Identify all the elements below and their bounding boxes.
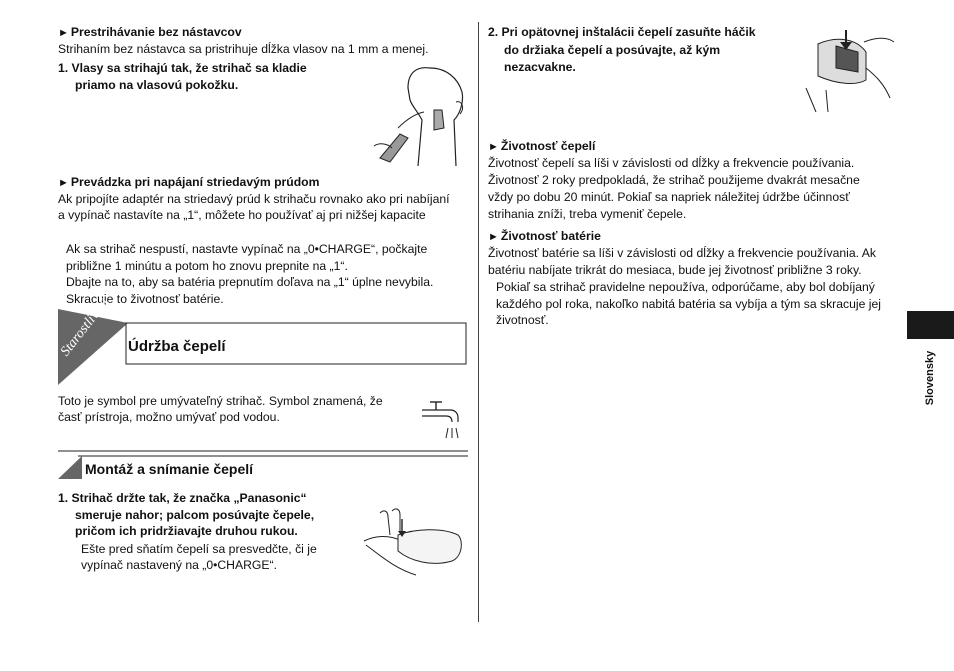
blade-removal-illustration <box>362 505 466 579</box>
care-symbol-line2: časť prístroja, možno umývať pod vodou. <box>58 410 280 424</box>
mount-note1: Ešte pred sňatím čepelí sa presvedčte, či je <box>81 542 317 556</box>
blade-install-illustration <box>796 28 896 114</box>
ac-note4: Skracuje to životnosť batérie. <box>66 292 224 306</box>
reinstall-step2-line2: do držiaka čepelí a posúvajte, až kým <box>504 43 721 57</box>
ac-note2: približne 1 minútu a potom ho znovu prepnite na „1“. <box>66 259 348 273</box>
blade-life-line1: Životnosť čepelí sa líši v závislosti od dĺžky a frekvencie používania. <box>488 156 855 170</box>
blade-life-line4: strihania zníži, treba vymeniť čepele. <box>488 207 687 221</box>
care-section-box <box>58 309 470 389</box>
battery-life-line4: každého pol roka, nakoľko nabitá batéria sa vybíja a tým sa skracuje jej <box>496 297 881 311</box>
column-divider <box>478 22 479 622</box>
battery-life-line5: životnosť. <box>496 313 549 327</box>
battery-life-heading: ► Životnosť batérie <box>488 228 601 246</box>
ac-note3: Dbajte na to, aby sa batéria prepnutím doľava na „1“ úplne nevybila. <box>66 275 434 289</box>
battery-life-line3: Pokiaľ sa strihač pravidelne nepoužíva, odporúčame, aby bol dobíjaný <box>496 280 875 294</box>
care-tag: Starostlivosť <box>58 294 114 360</box>
reinstall-step2-line3: nezacvakne. <box>504 60 576 74</box>
trim-step1-line2: priamo na vlasovú pokožku. <box>75 78 239 92</box>
blade-life-heading: ► Životnosť čepelí <box>488 138 595 156</box>
mount-step1-line2: smeruje nahor; palcom posúvajte čepele, <box>75 508 315 522</box>
mount-title: Montáž a snímanie čepelí <box>85 461 254 477</box>
care-symbol-line1: Toto je symbol pre umývateľný strihač. Symbol znamená, že <box>58 394 383 408</box>
battery-life-line1: Životnosť batérie sa líši v závislosti od dĺžky a frekvencie používania. Ak <box>488 246 876 260</box>
blade-life-line3: vždy po dobu 20 minút. Pokiaľ sa napriek náležitej údržbe účinnosť <box>488 190 850 204</box>
ac-line2: a vypínač nastavíte na „1“, môžete ho používať aj pri nižšej kapacite <box>58 208 426 222</box>
ac-heading: ► Prevádzka pri napájaní striedavým prúdom <box>58 174 319 192</box>
blade-life-line2: Životnosť 2 roky predpokladá, že strihač použijeme dvakrát mesačne <box>488 173 860 187</box>
language-label: Slovensky <box>924 350 937 406</box>
battery-life-line2: batériu nabíjate trikrát do mesiaca, bude jej životnosť približne 3 roky. <box>488 263 862 277</box>
mount-step1-line1: 1. Strihač držte tak, že značka „Panasonic“ <box>58 491 307 505</box>
ac-line1: Ak pripojíte adaptér na striedavý prúd k strihaču rovnako ako pri nabíjaní <box>58 192 450 206</box>
mount-step1-line3: pričom ich pridržiavajte druhou rukou. <box>75 524 298 538</box>
care-title: Údržba čepelí <box>128 338 226 355</box>
head-trimming-illustration <box>370 62 470 167</box>
mount-note2: vypínač nastavený na „0•CHARGE“. <box>81 558 277 572</box>
trim-step1-line1: 1. Vlasy sa strihajú tak, že strihač sa kladie <box>58 61 307 75</box>
language-tab-marker <box>907 311 954 339</box>
trim-heading: ► Prestrihávanie bez nástavcov <box>58 24 242 42</box>
ac-note1: Ak sa strihač nespustí, nastavte vypínač na „0•CHARGE“, počkajte <box>66 242 428 256</box>
washable-symbol-icon <box>420 398 464 440</box>
trim-intro: Strihaním bez nástavca sa pristrihuje dĺžka vlasov na 1 mm a menej. <box>58 42 429 56</box>
reinstall-step2-line1: 2. Pri opätovnej inštalácii čepelí zasuňte háčik <box>488 25 756 39</box>
